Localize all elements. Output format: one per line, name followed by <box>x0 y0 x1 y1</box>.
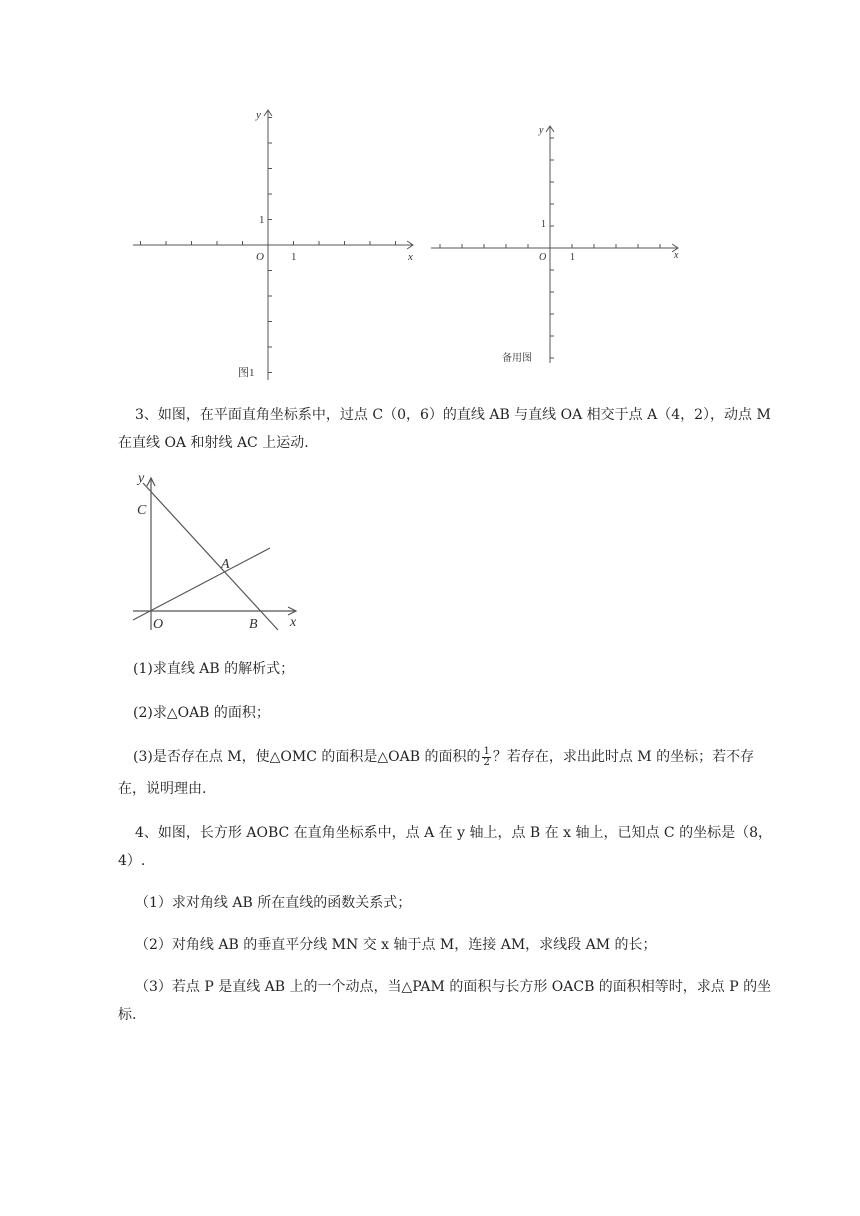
q3-intro-line1: 3、如图，在平面直角坐标系中，过点 C（0，6）的直线 AB 与直线 OA 相交于点 A（4，2），动点 M <box>135 407 771 423</box>
q3-part3-line1 <box>133 744 754 770</box>
q3-figure <box>128 468 308 638</box>
fraction-denominator: 2 <box>483 756 490 768</box>
figure-backup-caption: 备用图 <box>502 353 532 364</box>
q3-figure-O: O <box>153 617 164 632</box>
figure-1-unit-y: 1 <box>259 214 265 226</box>
q4-intro-line2: 4）. <box>118 853 146 869</box>
figure-1-y-label: y <box>256 109 261 121</box>
fraction-numerator: 1 <box>483 745 490 757</box>
figure-backup-y-label: y <box>539 125 544 136</box>
q4-part3-line2: 标. <box>118 1007 137 1023</box>
figure-1-x-label: x <box>408 251 413 263</box>
q3-part3-text-a: (3)是否存在点 M，使△OMC 的面积是△OAB 的面积的 <box>133 749 481 765</box>
q3-part2: (2)求△OAB 的面积； <box>133 705 270 721</box>
q3-part3-text-b: ？若存在，求出此时点 M 的坐标；若不存 <box>492 749 755 765</box>
q3-part3-fraction <box>482 747 490 768</box>
figure-backup-unit-x: 1 <box>570 252 575 263</box>
q4-part3-line1: （3）若点 P 是直线 AB 上的一个动点，当△PAM 的面积与长方形 OACB 的面积相等时，求点 P 的坐 <box>135 979 772 995</box>
figure-backup <box>428 118 688 368</box>
figure-1 <box>128 100 423 385</box>
q4-part2: （2）对角线 AB 的垂直平分线 MN 交 x 轴于点 M，连接 AM，求线段 AM 的长； <box>135 937 657 953</box>
figure-1-caption: 图1 <box>238 367 255 379</box>
figure-backup-origin: O <box>539 252 547 263</box>
q3-part3-line2: 在，说明理由. <box>118 781 207 797</box>
q3-intro-line2: 在直线 OA 和射线 AC 上运动. <box>118 435 309 451</box>
q3-figure-x: x <box>290 615 297 630</box>
q3-figure-y: y <box>138 471 145 486</box>
q3-figure-A: A <box>221 557 230 572</box>
figure-backup-x-label: x <box>674 250 679 261</box>
q3-figure-B: B <box>249 617 258 632</box>
figure-backup-unit-y: 1 <box>541 219 546 230</box>
q4-intro-line1: 4、如图，长方形 AOBC 在直角坐标系中，点 A 在 y 轴上，点 B 在 x 轴上，已知点 C 的坐标是（8， <box>135 825 772 841</box>
q3-part1: (1)求直线 AB 的解析式； <box>133 661 295 677</box>
figure-1-origin: O <box>256 251 264 263</box>
figure-1-unit-x: 1 <box>291 251 297 263</box>
q3-figure-C: C <box>137 503 147 518</box>
q4-part1: （1）求对角线 AB 所在直线的函数关系式； <box>135 895 412 911</box>
